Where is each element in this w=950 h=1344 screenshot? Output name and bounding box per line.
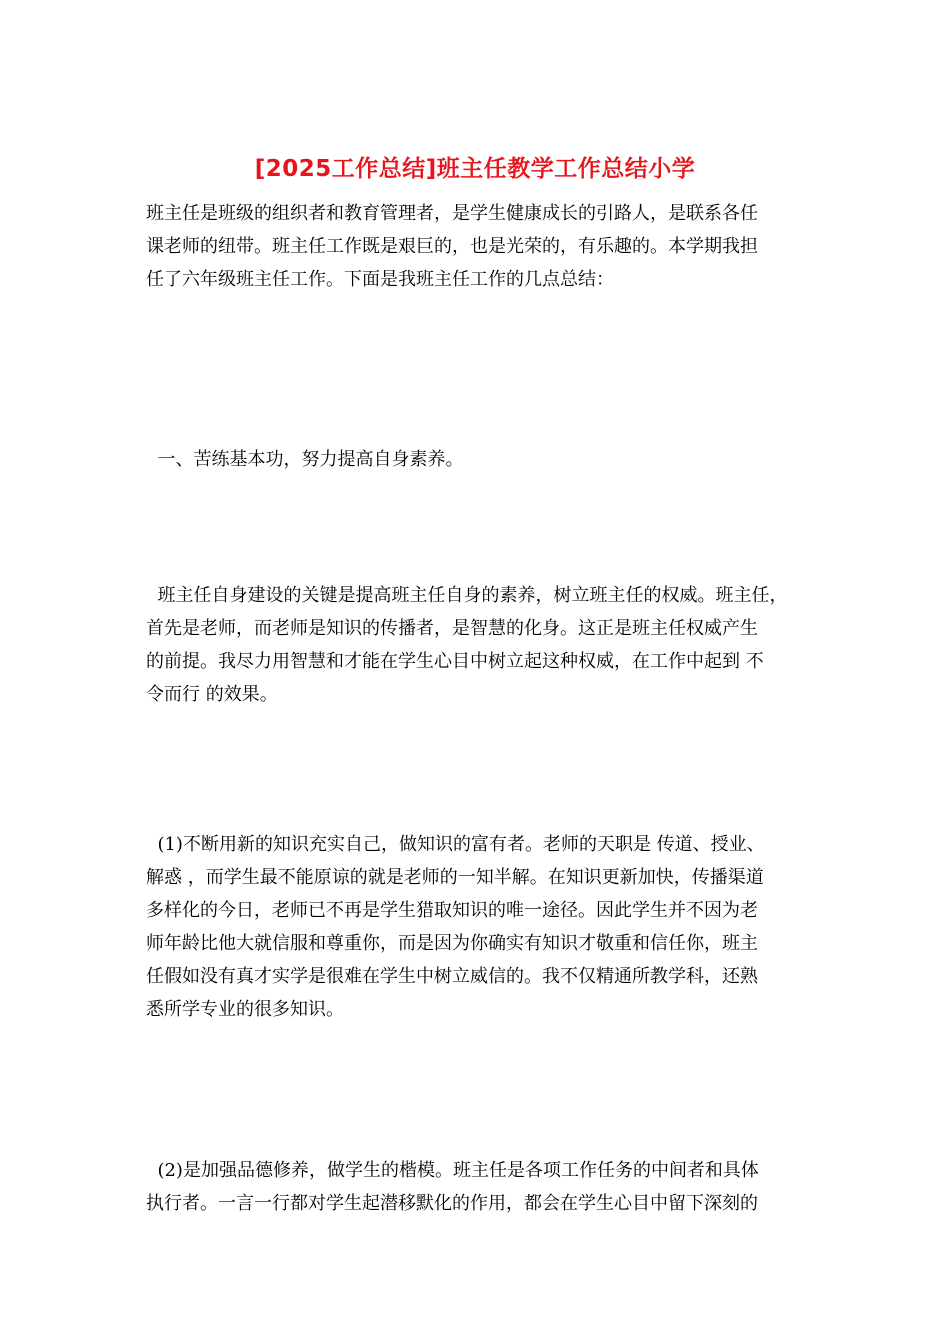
paragraph-point-1 — [146, 828, 826, 1026]
paragraph-authority — [146, 579, 826, 711]
paragraph-point-2 — [146, 1154, 826, 1220]
section-heading-line: 一、苦练基本功，努力提高自身素养。 — [146, 449, 464, 470]
paragraph-line: 解惑 ，而学生最不能原谅的就是老师的一知半解。在知识更新加快，传播渠道 — [146, 867, 764, 888]
paragraph-line: 任了六年级班主任工作。下面是我班主任工作的几点总结： — [146, 269, 614, 290]
paragraph-line: 悉所学专业的很多知识。 — [146, 999, 344, 1020]
paragraph-line: 令而行 的效果。 — [146, 684, 278, 705]
paragraph-line: 的前提。我尽力用智慧和才能在学生心目中树立起这种权威，在工作中起到 不 — [146, 651, 764, 672]
document-title: [2025工作总结]班主任教学工作总结小学 — [254, 156, 696, 182]
paragraph-line: 班主任自身建设的关键是提高班主任自身的素养，树立班主任的权威。班主任， — [146, 585, 788, 606]
paragraph-line: 班主任是班级的组织者和教育管理者，是学生健康成长的引路人，是联系各任 — [146, 203, 758, 224]
section-heading-1 — [146, 443, 826, 476]
paragraph-line: 多样化的今日，老师已不再是学生猎取知识的唯一途径。因此学生并不因为老 — [146, 900, 758, 921]
paragraph-line: 执行者。一言一行都对学生起潜移默化的作用，都会在学生心目中留下深刻的 — [146, 1193, 758, 1214]
paragraph-line: 师年龄比他大就信服和尊重你，而是因为你确实有知识才敬重和信任你，班主 — [146, 933, 758, 954]
paragraph-line: 首先是老师，而老师是知识的传播者，是智慧的化身。这正是班主任权威产生 — [146, 618, 758, 639]
paragraph-line: (2)是加强品德修养，做学生的楷模。班主任是各项工作任务的中间者和具体 — [146, 1160, 759, 1181]
paragraph-line: 任假如没有真才实学是很难在学生中树立威信的。我不仅精通所教学科，还熟 — [146, 966, 758, 987]
paragraph-line: (1)不断用新的知识充实自己，做知识的富有者。老师的天职是 传道、授业、 — [146, 834, 765, 855]
paragraph-line: 课老师的纽带。班主任工作既是艰巨的，也是光荣的，有乐趣的。本学期我担 — [146, 236, 758, 257]
paragraph-intro — [146, 197, 826, 296]
